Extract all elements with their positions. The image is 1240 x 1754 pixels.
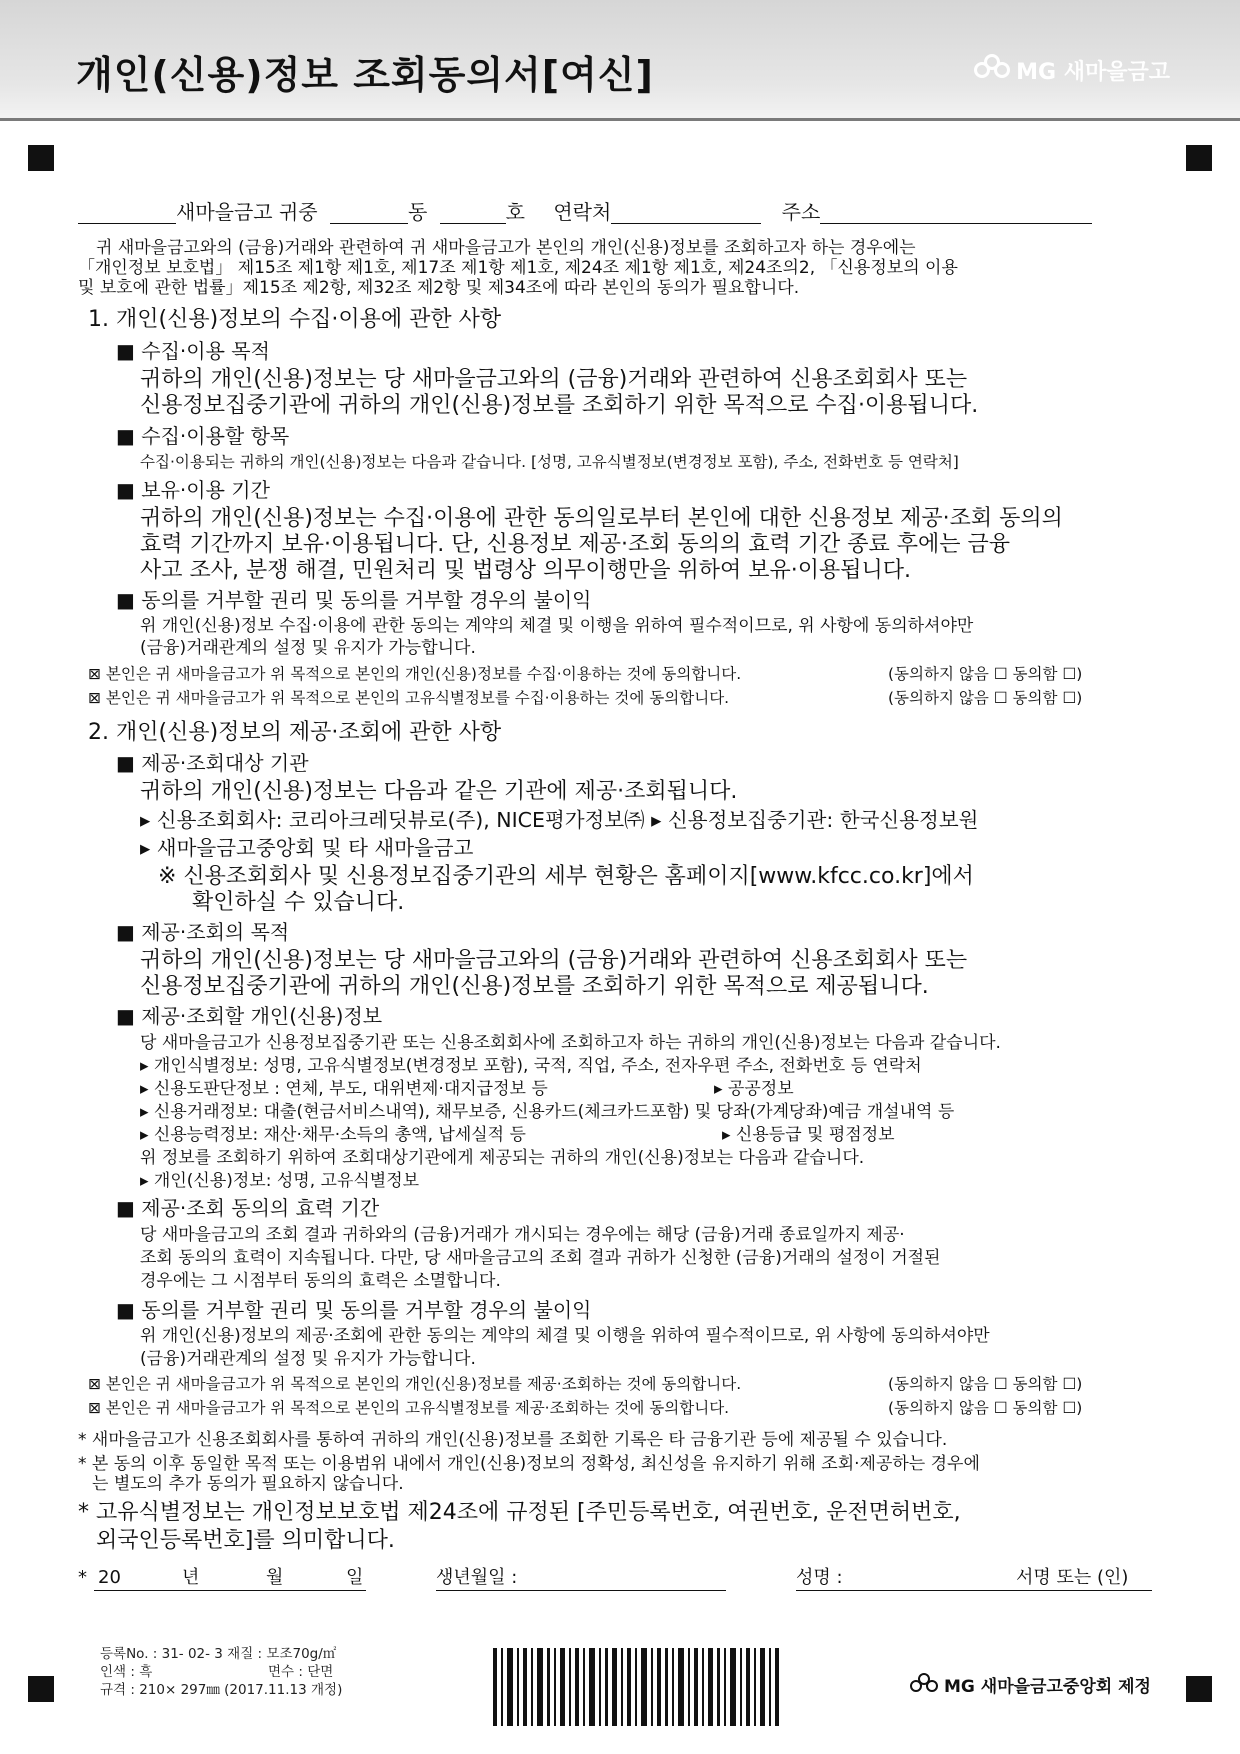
footer-issuer-text: MG 새마을금고중앙회 제정: [944, 1677, 1151, 1697]
s2-info-line: 당 새마을금고가 신용정보집중기관 또는 신용조회회사에 조회하고자 하는 귀하의 개인(신용)정보는 다음과 같습니다.: [140, 1033, 1001, 1053]
barcode: [493, 1648, 783, 1726]
s2-effect-line: 당 새마을금고의 조회 결과 귀하와의 (금융)거래가 개시되는 경우에는 해당 (금융)거래 종료일까지 제공·: [140, 1225, 905, 1245]
birthdate-label: 생년월일 :: [436, 1567, 518, 1588]
recipient-org: 새마을금고 귀중: [176, 200, 318, 224]
s2-purpose-line: 귀하의 개인(신용)정보는 당 새마을금고와의 (금융)거래와 관련하여 신용조회회사 또는: [140, 948, 968, 973]
s2-info-line: ▸ 신용능력정보: 재산·채무·소득의 총액, 납세실적 등: [140, 1125, 526, 1145]
ho-label: 호: [505, 200, 525, 224]
s1-consent-personal-choice[interactable]: (동의하지 않음 ☐ 동의함 ☐): [888, 665, 1083, 683]
date-month-unit: 월: [266, 1567, 284, 1588]
date-year-unit: 년: [182, 1567, 200, 1588]
address-label: 주소: [781, 200, 821, 224]
s2-purpose-head: ■ 제공·조회의 목적: [116, 920, 290, 944]
s2-consent-unique-id-choice[interactable]: (동의하지 않음 ☐ 동의함 ☐): [888, 1399, 1083, 1417]
intro-line: 및 보호에 관한 법률」제15조 제2항, 제32조 제2항 및 제34조에 따라 본인의 동의가 필요합니다.: [78, 278, 800, 298]
registration-mark: [28, 145, 54, 171]
page-title: 개인(신용)정보 조회동의서[여신]: [76, 53, 654, 97]
header-divider: [0, 118, 1240, 121]
intro-line: 귀 새마을금고와의 (금융)거래와 관련하여 귀 새마을금고가 본인의 개인(신용)정보를 조회하고자 하는 경우에는: [96, 238, 916, 258]
branch-field[interactable]: [78, 205, 176, 224]
s2-target-note: 확인하실 수 있습니다.: [192, 890, 405, 915]
s1-purpose-head: ■ 수집·이용 목적: [116, 339, 270, 363]
s2-effect-head: ■ 제공·조회 동의의 효력 기간: [116, 1196, 380, 1220]
s2-target-note: ※ 신용조회회사 및 신용정보집중기관의 세부 현황은 홈페이지[www.kfcc.co.kr]에서: [158, 864, 974, 889]
signature-star: *: [78, 1567, 87, 1588]
s1-items-head: ■ 수집·이용할 항목: [116, 424, 290, 448]
date-field[interactable]: [94, 1590, 366, 1591]
s1-period-head: ■ 보유·이용 기간: [116, 478, 270, 502]
birthdate-field[interactable]: [436, 1590, 726, 1591]
section2-title: 2. 개인(신용)정보의 제공·조회에 관한 사항: [88, 720, 502, 745]
note-record: * 새마을금고가 신용조회회사를 통하여 귀하의 개인(신용)정보를 조회한 기록은 타 금융기관 등에 제공될 수 있습니다.: [78, 1430, 948, 1450]
dong-field[interactable]: [330, 205, 408, 224]
s2-target-item: ▸ 신용조회회사: 코리아크레딧뷰로(주), NICE평가정보㈜ ▸ 신용정보집중기관: 한국신용정보원: [140, 808, 979, 832]
registration-mark: [28, 1676, 54, 1702]
contact-field[interactable]: [611, 205, 761, 224]
s2-info-head: ■ 제공·조회할 개인(신용)정보: [116, 1004, 383, 1028]
address-field[interactable]: [820, 205, 1092, 224]
mg-logo-icon: [910, 1673, 938, 1697]
s2-info-line: 위 정보를 조회하기 위하여 조회대상기관에게 제공되는 귀하의 개인(신용)정보는 다음과 같습니다.: [140, 1148, 865, 1168]
s2-info-grade: ▸ 신용등급 및 평점정보: [722, 1125, 895, 1145]
s2-consent-personal: ⊠ 본인은 귀 새마을금고가 위 목적으로 본인의 개인(신용)정보를 제공·조회하는 것에 동의합니다.: [88, 1375, 742, 1393]
s1-consent-unique-id: ⊠ 본인은 귀 새마을금고가 위 목적으로 본인의 고유식별정보를 수집·이용하는 것에 동의합니다.: [88, 689, 730, 707]
footer-sides: 면수 : 단면: [268, 1664, 334, 1680]
date-day-unit: 일: [346, 1567, 364, 1588]
footer-reg: 등록No. : 31- 02- 3 재질 : 모조70g/㎡: [100, 1646, 337, 1662]
s2-effect-line: 경우에는 그 시점부터 동의의 효력은 소멸합니다.: [140, 1271, 501, 1291]
s2-consent-unique-id: ⊠ 본인은 귀 새마을금고가 위 목적으로 본인의 고유식별정보를 제공·조회하는 것에 동의합니다.: [88, 1399, 730, 1417]
intro-line: 「개인정보 보호법」 제15조 제1항 제1호, 제17조 제1항 제1호, 제24조 제1항 제1호, 제24조의2, 「신용정보의 이용: [78, 258, 958, 278]
date-year-prefix: 20: [98, 1567, 121, 1588]
s1-items-line: 수집·이용되는 귀하의 개인(신용)정보는 다음과 같습니다. [성명, 고유식별정보(변경정보 포함), 주소, 전화번호 등 연락처]: [140, 453, 959, 471]
header-logo: [974, 54, 1170, 86]
s2-consent-personal-choice[interactable]: (동의하지 않음 ☐ 동의함 ☐): [888, 1375, 1083, 1393]
s1-refuse-line: (금융)거래관계의 설정 및 유지가 가능합니다.: [140, 638, 476, 658]
s1-purpose-line: 신용정보집중기관에 귀하의 개인(신용)정보를 조회하기 위한 목적으로 수집·이용됩니다.: [140, 393, 979, 418]
s1-refuse-head: ■ 동의를 거부할 권리 및 동의를 거부할 경우의 불이익: [116, 588, 592, 612]
s2-refuse-line: 위 개인(신용)정보의 제공·조회에 관한 동의는 계약의 체결 및 이행을 위하여 필수적이므로, 위 사항에 동의하셔야만: [140, 1326, 990, 1346]
registration-mark: [1186, 145, 1212, 171]
s2-target-line: 귀하의 개인(신용)정보는 다음과 같은 기관에 제공·조회됩니다.: [140, 779, 738, 804]
s1-purpose-line: 귀하의 개인(신용)정보는 당 새마을금고와의 (금융)거래와 관련하여 신용조회회사 또는: [140, 367, 968, 392]
footer-color: 인색 : 흑: [100, 1664, 153, 1680]
name-sign-field[interactable]: [796, 1590, 1152, 1591]
s1-period-line: 사고 조사, 분쟁 해결, 민원처리 및 법령상 의무이행만을 위하여 보유·이용됩니다.: [140, 558, 911, 583]
s2-info-line: ▸ 신용거래정보: 대출(현금서비스내역), 채무보증, 신용카드(체크카드포함) 및 당좌(가계당좌)예금 개설내역 등: [140, 1102, 955, 1122]
note-additional: * 본 동의 이후 동일한 목적 또는 이용범위 내에서 개인(신용)정보의 정확성, 최신성을 유지하기 위해 조회·제공하는 경우에: [78, 1454, 980, 1474]
mg-logo-icon: [974, 54, 1010, 86]
sign-label: 서명 또는 (인): [1016, 1567, 1129, 1588]
note-additional-cont: 는 별도의 추가 동의가 필요하지 않습니다.: [92, 1474, 404, 1494]
s2-info-line: ▸ 신용도판단정보 : 연체, 부도, 대위변제·대지급정보 등: [140, 1079, 548, 1099]
s2-purpose-line: 신용정보집중기관에 귀하의 개인(신용)정보를 조회하기 위한 목적으로 제공됩니다.: [140, 974, 929, 999]
name-label: 성명 :: [796, 1567, 843, 1588]
note-unique-id-cont: 외국인등록번호]를 의미합니다.: [96, 1528, 395, 1553]
s2-effect-line: 조회 동의의 효력이 지속됩니다. 다만, 당 새마을금고의 조회 결과 귀하가 신청한 (금융)거래의 설정이 거절된: [140, 1248, 941, 1268]
section1-title: 1. 개인(신용)정보의 수집·이용에 관한 사항: [88, 307, 502, 332]
s2-target-head: ■ 제공·조회대상 기관: [116, 751, 309, 775]
footer-issuer: [910, 1672, 1151, 1697]
ho-field[interactable]: [440, 205, 506, 224]
s2-info-line: ▸ 개인(신용)정보: 성명, 고유식별정보: [140, 1171, 420, 1191]
s1-period-line: 효력 기간까지 보유·이용됩니다. 단, 신용정보 제공·조회 동의의 효력 기간 종료 후에는 금융: [140, 532, 1010, 557]
contact-label: 연락처: [553, 200, 612, 224]
s1-consent-personal: ⊠ 본인은 귀 새마을금고가 위 목적으로 본인의 개인(신용)정보를 수집·이용하는 것에 동의합니다.: [88, 665, 742, 683]
note-unique-id: * 고유식별정보는 개인정보보호법 제24조에 규정된 [주민등록번호, 여권번호, 운전면허번호,: [78, 1500, 961, 1525]
recipient-line: [78, 200, 1092, 224]
dong-label: 동: [407, 200, 428, 224]
footer-size: 규격 : 210× 297㎜ (2017.11.13 개정): [100, 1682, 343, 1698]
registration-mark: [1186, 1676, 1212, 1702]
s1-refuse-line: 위 개인(신용)정보 수집·이용에 관한 동의는 계약의 체결 및 이행을 위하여 필수적이므로, 위 사항에 동의하셔야만: [140, 616, 974, 636]
s2-info-line: ▸ 개인식별정보: 성명, 고유식별정보(변경정보 포함), 국적, 직업, 주소, 전자우편 주소, 전화번호 등 연락처: [140, 1056, 922, 1076]
s2-info-public: ▸ 공공정보: [714, 1079, 794, 1099]
s1-consent-unique-id-choice[interactable]: (동의하지 않음 ☐ 동의함 ☐): [888, 689, 1083, 707]
s2-refuse-line: (금융)거래관계의 설정 및 유지가 가능합니다.: [140, 1349, 476, 1369]
logo-text: MG 새마을금고: [1016, 59, 1170, 85]
s1-period-line: 귀하의 개인(신용)정보는 수집·이용에 관한 동의일로부터 본인에 대한 신용정보 제공·조회 동의의: [140, 506, 1063, 531]
s2-target-item: ▸ 새마을금고중앙회 및 타 새마을금고: [140, 836, 474, 860]
s2-refuse-head: ■ 동의를 거부할 권리 및 동의를 거부할 경우의 불이익: [116, 1298, 592, 1322]
